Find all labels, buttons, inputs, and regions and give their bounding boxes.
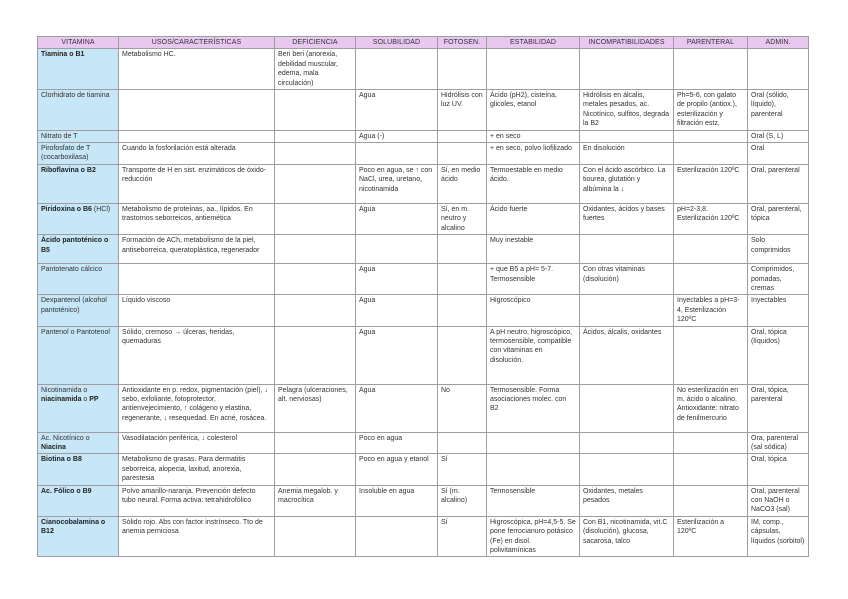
table-row bbox=[38, 326, 809, 384]
incompatibilidades-cell: Con B1, nicotinamida, vit.C (disolución), glucosa, sacarosa, talco bbox=[580, 516, 674, 557]
vitamina-text: Riboflavina o B2 bbox=[41, 166, 96, 174]
vitamina-cell bbox=[38, 264, 119, 295]
incompatibilidades-cell bbox=[580, 49, 674, 90]
estabilidad-cell: Ácido (pH2), cisteína, glicoles, etanol bbox=[487, 90, 580, 131]
vitamina-text: Ac. Fólico o B9 bbox=[41, 487, 92, 495]
table-row bbox=[38, 203, 809, 234]
header-incompatibilidades: INCOMPATIBILIDADES bbox=[580, 37, 674, 49]
solubilidad-cell: Agua bbox=[356, 90, 438, 131]
vitamina-text: Pantenol o Pantotenol bbox=[41, 328, 110, 336]
parenteral-cell bbox=[674, 235, 748, 264]
deficiencia-cell bbox=[275, 143, 356, 165]
deficiencia-cell bbox=[275, 264, 356, 295]
deficiencia-cell bbox=[275, 235, 356, 264]
vitamina-text: PP bbox=[89, 395, 99, 403]
deficiencia-cell: Beri beri (anorexia, debilidad muscular, edema, mala circulación) bbox=[275, 49, 356, 90]
estabilidad-cell bbox=[487, 454, 580, 485]
usos-cell: Metabolismo de proteínas, aa., lípidos. En trastornos seborreicos, antiemética bbox=[119, 203, 275, 234]
vitamina-text: Ácido pantoténico o B5 bbox=[41, 237, 109, 254]
fotosen-cell: Sí bbox=[438, 516, 487, 557]
usos-cell: Cuando la fosforilación está alterada bbox=[119, 143, 275, 165]
vitamina-text: Clorhidrato de tiamina bbox=[41, 92, 110, 100]
incompatibilidades-cell: Oxidantes, ácidos y bases fuertes bbox=[580, 203, 674, 234]
parenteral-cell: Inyectables a pH=3-4, Esterilización 120ºC bbox=[674, 295, 748, 326]
fotosen-cell: Hidrólisis con luz UV. bbox=[438, 90, 487, 131]
table-row bbox=[38, 49, 809, 90]
incompatibilidades-cell bbox=[580, 235, 674, 264]
parenteral-cell bbox=[674, 485, 748, 516]
estabilidad-cell: + que B5 a pH= 5-7. Termosensible bbox=[487, 264, 580, 295]
admin-cell: Oral (S, L) bbox=[748, 130, 809, 142]
usos-cell bbox=[119, 130, 275, 142]
table-row bbox=[38, 384, 809, 432]
vitamina-text: Niacina bbox=[41, 443, 66, 451]
vitamins-table-container bbox=[37, 36, 808, 557]
header-usos: USOS/CARACTERÍSTICAS bbox=[119, 37, 275, 49]
deficiencia-cell bbox=[275, 203, 356, 234]
vitamina-cell bbox=[38, 90, 119, 131]
vitamina-text: Piridoxina o B6 bbox=[41, 205, 92, 213]
admin-cell: Oral, tópica (líquidos) bbox=[748, 326, 809, 384]
parenteral-cell bbox=[674, 432, 748, 454]
admin-cell: Solo comprimidos bbox=[748, 235, 809, 264]
admin-cell: Oral, parenteral, tópica bbox=[748, 203, 809, 234]
deficiencia-cell bbox=[275, 90, 356, 131]
solubilidad-cell: Agua bbox=[356, 295, 438, 326]
estabilidad-cell: A pH neutro, higroscópico, termosensible, compatible con vitaminas en disolución. bbox=[487, 326, 580, 384]
table-row bbox=[38, 516, 809, 557]
solubilidad-cell bbox=[356, 516, 438, 557]
admin-cell: Oral bbox=[748, 143, 809, 165]
usos-cell: Vasodilatación periférica, ↓ colesterol bbox=[119, 432, 275, 454]
deficiencia-cell bbox=[275, 295, 356, 326]
fotosen-cell bbox=[438, 264, 487, 295]
solubilidad-cell: Agua bbox=[356, 384, 438, 432]
deficiencia-cell bbox=[275, 164, 356, 203]
admin-cell: Ora, parenteral (sal sódica) bbox=[748, 432, 809, 454]
table-row bbox=[38, 164, 809, 203]
solubilidad-cell: Agua bbox=[356, 203, 438, 234]
vitamina-cell bbox=[38, 326, 119, 384]
parenteral-cell: No esterilización en m. ácido o alcalino. Antioxidante: nitrato de fenilmercurio bbox=[674, 384, 748, 432]
admin-cell: Oral, tópica, parenteral bbox=[748, 384, 809, 432]
table-row bbox=[38, 485, 809, 516]
vitamina-cell bbox=[38, 130, 119, 142]
usos-cell: Transporte de H en sist. enzimáticos de óxido-reducción bbox=[119, 164, 275, 203]
deficiencia-cell bbox=[275, 454, 356, 485]
deficiencia-cell bbox=[275, 516, 356, 557]
usos-cell: Polvo amarillo-naranja. Prevención defecto tubo neural. Forma activa: tetrahidrofólico bbox=[119, 485, 275, 516]
solubilidad-cell bbox=[356, 235, 438, 264]
fotosen-cell: Sí (m. alcalino) bbox=[438, 485, 487, 516]
solubilidad-cell: Agua bbox=[356, 264, 438, 295]
table-row bbox=[38, 432, 809, 454]
admin-cell: Inyectables bbox=[748, 295, 809, 326]
deficiencia-cell bbox=[275, 326, 356, 384]
vitamina-text: niacinamida bbox=[41, 395, 82, 403]
estabilidad-cell: Termosensible bbox=[487, 485, 580, 516]
table-row bbox=[38, 235, 809, 264]
fotosen-cell: Sí, en m. neutro y alcalino bbox=[438, 203, 487, 234]
vitamina-text: Pantotenato cálcico bbox=[41, 266, 103, 274]
incompatibilidades-cell: Oxidantes, metales pesados bbox=[580, 485, 674, 516]
admin-cell: Comprimidos, pomadas, cremas bbox=[748, 264, 809, 295]
solubilidad-cell: Poco en agua y etanol bbox=[356, 454, 438, 485]
vitamina-cell bbox=[38, 384, 119, 432]
fotosen-cell: No bbox=[438, 384, 487, 432]
solubilidad-cell: Agua (-) bbox=[356, 130, 438, 142]
parenteral-cell bbox=[674, 49, 748, 90]
usos-cell: Formación de ACh, metabolismo de la piel, antiseborreica, queratoplástica, regenerador bbox=[119, 235, 275, 264]
vitamina-cell bbox=[38, 203, 119, 234]
parenteral-cell bbox=[674, 454, 748, 485]
usos-cell bbox=[119, 264, 275, 295]
usos-cell: Antioxidante en p. redox, pigmentación (piel), ↓ sebo, exfoliante, fotoprotector, antienvejecimiento, ↑ colágeno y elastina, regenerante, ↓ resequedad. En acné, rosácea. bbox=[119, 384, 275, 432]
incompatibilidades-cell: Con el ácido ascórbico. La tiourea, glutatión y albúmina la ↓ bbox=[580, 164, 674, 203]
estabilidad-cell: + en seco, polvo liofilizado bbox=[487, 143, 580, 165]
parenteral-cell bbox=[674, 143, 748, 165]
parenteral-cell: Esterilización a 120ºC bbox=[674, 516, 748, 557]
parenteral-cell: Esterilización 120ºC bbox=[674, 164, 748, 203]
usos-cell: Líquido viscoso bbox=[119, 295, 275, 326]
fotosen-cell bbox=[438, 295, 487, 326]
table-row bbox=[38, 130, 809, 142]
admin-cell: Oral, parenteral con NaOH o NaCO3 (sal) bbox=[748, 485, 809, 516]
solubilidad-cell: Poco en agua bbox=[356, 432, 438, 454]
solubilidad-cell: Agua bbox=[356, 326, 438, 384]
header-parenteral: PARENTERAL bbox=[674, 37, 748, 49]
fotosen-cell bbox=[438, 49, 487, 90]
fotosen-cell: Sí, en medio ácido bbox=[438, 164, 487, 203]
vitamina-cell bbox=[38, 143, 119, 165]
vitamina-cell bbox=[38, 164, 119, 203]
incompatibilidades-cell bbox=[580, 295, 674, 326]
parenteral-cell bbox=[674, 130, 748, 142]
estabilidad-cell: Higroscópica, pH=4,5-5. Se pone ferrocianuro potásico (Fe) en disol. polivitamínicas bbox=[487, 516, 580, 557]
solubilidad-cell: Poco en agua, se ↑ con NaCl, urea, uretano, nicotinamida bbox=[356, 164, 438, 203]
estabilidad-cell bbox=[487, 432, 580, 454]
admin-cell: Oral, parenteral bbox=[748, 164, 809, 203]
estabilidad-cell: Higroscópico bbox=[487, 295, 580, 326]
vitamina-cell bbox=[38, 516, 119, 557]
vitamina-text: Ac. Nicotínico o bbox=[41, 434, 90, 442]
usos-cell bbox=[119, 90, 275, 131]
vitamina-text: o bbox=[81, 395, 90, 403]
incompatibilidades-cell: Hidrólisis en álcalis, metales pesados, ac. Nicotínico, sulfitos, degrada la B2 bbox=[580, 90, 674, 131]
deficiencia-cell: Anemia megalob. y macrocítica bbox=[275, 485, 356, 516]
vitamina-text: Dexpantenol (alcohol pantoténico) bbox=[41, 297, 107, 314]
vitamina-text: Tiamina o B1 bbox=[41, 51, 85, 59]
table-row bbox=[38, 90, 809, 131]
table-row bbox=[38, 454, 809, 485]
incompatibilidades-cell bbox=[580, 432, 674, 454]
admin-cell: IM, comp., cápsulas, líquidos (sorbitol) bbox=[748, 516, 809, 557]
incompatibilidades-cell: En disolución bbox=[580, 143, 674, 165]
vitamina-text: Pirofosfato de T (cocarboxilasa) bbox=[41, 145, 91, 162]
admin-cell bbox=[748, 49, 809, 90]
header-vitamina: VITAMINA bbox=[38, 37, 119, 49]
header-admin: ADMIN. bbox=[748, 37, 809, 49]
fotosen-cell bbox=[438, 432, 487, 454]
usos-cell: Sólido, cremoso → úlceras, heridas, quemaduras bbox=[119, 326, 275, 384]
fotosen-cell bbox=[438, 143, 487, 165]
parenteral-cell bbox=[674, 326, 748, 384]
vitamina-text: Biotina o B8 bbox=[41, 456, 82, 464]
vitamina-text: Nicotinamida o bbox=[41, 386, 88, 394]
vitamina-text: (HCl) bbox=[93, 205, 111, 213]
incompatibilidades-cell bbox=[580, 384, 674, 432]
estabilidad-cell: + en seco bbox=[487, 130, 580, 142]
header-deficiencia: DEFICIENCIA bbox=[275, 37, 356, 49]
vitamina-cell bbox=[38, 295, 119, 326]
estabilidad-cell: Ácido fuerte bbox=[487, 203, 580, 234]
vitamins-table bbox=[37, 36, 809, 557]
vitamina-cell bbox=[38, 432, 119, 454]
fotosen-cell bbox=[438, 130, 487, 142]
estabilidad-cell bbox=[487, 49, 580, 90]
header-fotosen: FOTOSEN. bbox=[438, 37, 487, 49]
table-row bbox=[38, 295, 809, 326]
usos-cell: Metabolismo HC. bbox=[119, 49, 275, 90]
incompatibilidades-cell bbox=[580, 130, 674, 142]
solubilidad-cell bbox=[356, 49, 438, 90]
parenteral-cell: pH=2-3,8. Esterilización 120ºC bbox=[674, 203, 748, 234]
estabilidad-cell: Termoestable en medio ácido. bbox=[487, 164, 580, 203]
admin-cell: Oral, tópica bbox=[748, 454, 809, 485]
vitamina-cell bbox=[38, 235, 119, 264]
header-estabilidad: ESTABILIDAD bbox=[487, 37, 580, 49]
usos-cell: Sólido rojo. Abs con factor instrínseco. Tto de anemia perniciosa bbox=[119, 516, 275, 557]
incompatibilidades-cell: Con otras vitaminas (disolución) bbox=[580, 264, 674, 295]
table-body bbox=[38, 49, 809, 557]
vitamina-text: Nitrato de T bbox=[41, 132, 78, 140]
incompatibilidades-cell bbox=[580, 454, 674, 485]
admin-cell: Oral (sólido, líquido), parenteral bbox=[748, 90, 809, 131]
fotosen-cell bbox=[438, 326, 487, 384]
vitamina-cell bbox=[38, 49, 119, 90]
estabilidad-cell: Muy inestable bbox=[487, 235, 580, 264]
incompatibilidades-cell: Ácidos, álcalis, oxidantes bbox=[580, 326, 674, 384]
table-row bbox=[38, 264, 809, 295]
vitamina-cell bbox=[38, 454, 119, 485]
header-solubilidad: SOLUBILIDAD bbox=[356, 37, 438, 49]
deficiencia-cell bbox=[275, 130, 356, 142]
vitamina-cell bbox=[38, 485, 119, 516]
fotosen-cell: Sí bbox=[438, 454, 487, 485]
usos-cell: Metabolismo de grasas. Para dermatitis seborreica, alopecia, laxitud, anorexia, parestesia bbox=[119, 454, 275, 485]
header-row bbox=[38, 37, 809, 49]
solubilidad-cell bbox=[356, 143, 438, 165]
table-row bbox=[38, 143, 809, 165]
deficiencia-cell: Pelagra (ulceraciones, alt. nerviosas) bbox=[275, 384, 356, 432]
fotosen-cell bbox=[438, 235, 487, 264]
solubilidad-cell: Insoluble en agua bbox=[356, 485, 438, 516]
parenteral-cell bbox=[674, 264, 748, 295]
estabilidad-cell: Termosensible. Forma asociaciones molec. con B2 bbox=[487, 384, 580, 432]
vitamina-text: Cianocobalamina o B12 bbox=[41, 518, 106, 536]
deficiencia-cell bbox=[275, 432, 356, 454]
parenteral-cell: Ph=5-6, con galato de propilo (antiox.), esterilización y filtración estz. bbox=[674, 90, 748, 131]
